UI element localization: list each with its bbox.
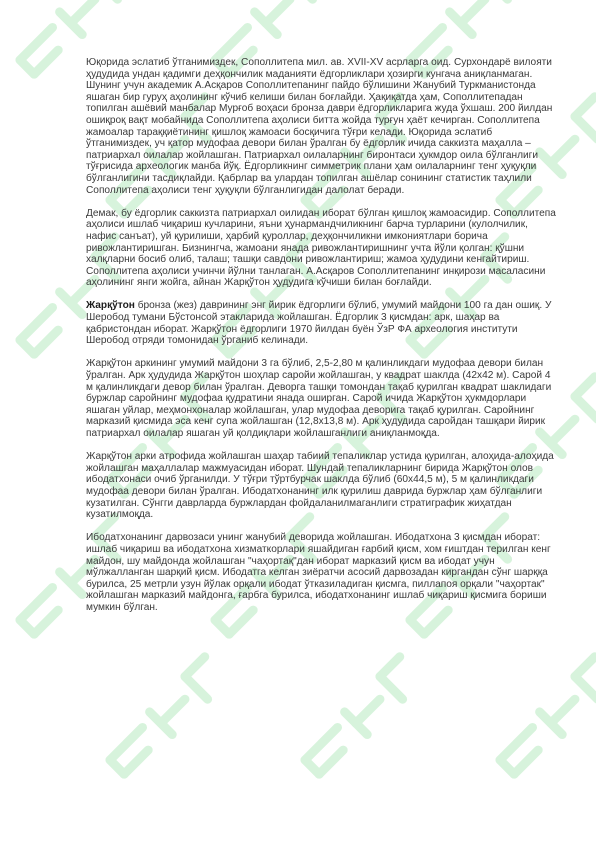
watermark-mark [301, 657, 423, 779]
paragraph-citadel [86, 358, 556, 439]
paragraph-city-temple [86, 451, 556, 521]
watermark-mark [496, 657, 596, 779]
watermark-mark [106, 657, 228, 779]
paragraph-jarkutan-intro [86, 300, 556, 346]
paragraph-sopollitepa-origin [86, 57, 556, 196]
paragraph-temple-gate [86, 532, 556, 613]
paragraph-body: Юқорида эслатиб ўтганимиздек, Сополлитепа мил. ав. XVII-XV асрларга оид. Сурхондарё вилояти ҳудудида ундан қадимги деҳқончилик маданияти ёдгорликлари ҳозирги кунгача аниқланмаган. Шунинг учун академик А.Асқаров Сополлитепанинг пайдо бўлишини Жанубий Туркманистонда яшаган бир гуруҳ аҳолининг кўчиб келиши билан боғлайди. Ҳақиқатда ҳам, Сополлитепадан топилган ашёвий манбалар Мурғоб воҳаси бронза даври ёдгорликларига жуда ўхшаш. 200 йилдан ошиқроқ вақт мобайнида Сополлитепа аҳолиси битта жойда турғун ҳаёт кечирган. Сополлитепа жамоалар тараққиётининг қишлоқ жамоаси босқичига тўғри келади. Юқорида эслатиб ўтганимиздек, уч қатор мудофаа девори билан ўралган бу ёдгорлик ичида саккизта маҳалла – патриархал оилалар жойлашган. Патриархал оилаларнинг биронтаси ҳукмдор оила бўлганлиги тўғрисида археологик манба йўқ. Ёдгорликнинг симметрик плани ҳам оилаларнинг тенг ҳуқуқли бўлганлигини тасдиқлайди. Қабрлар ва улардан топилган ашёлар сонининг статистик таҳлили Сополлитепа аҳолиси тенг ҳуқуқли бўлганлигидан далолат беради. [86, 57, 553, 196]
paragraph-village-community [86, 208, 556, 289]
paragraph-body: Жарқўтон аркининг умумий майдони 3 га бўлиб, 2,5-2,80 м қалинликдаги мудофаа девори билан ўралган. Арк ҳудудида Жарқўтон шоҳлар саройи жойлашган, у квадрат шаклда (42х42 м). Сарой 4 м қалинликдаги девор билан ўралган. Деворга ташқи томондан тақаб қурилган квадрат шаклидаги буржлар саройнинг мудофаа қудратини янада оширган. Сарой ичида Жарқўтон ҳукмдорлари яшаган уйлар, меҳмонхоналар жойлашган, улар мудофаа деворига тақаб қурилган. Саройнинг марказий қисмида эса кенг супа жойлашган (12,8х13,8 м). Арк ҳудудида саройдан ташқари йирик патриархал оилалар яшаган уй қолдиқлари жойлашганлиги аниқланмоқда. [86, 358, 552, 439]
paragraph-body: Жарқўтон арки атрофида жойлашган шаҳар табиий тепаликлар устида қурилган, алоҳида-алоҳида жойлашган маҳаллалар мажмуасидан иборат. Шундай тепаликларнинг бирида Жарқўтон олов ибодатхонаси очиб ўрганилди. У тўғри тўртбурчак шаклда бўлиб (60х44,5 м), 5 м қалинликдаги мудофаа девори билан ўралган. Ибодатхонанинг илк қурилиш даврида буржлар ҳам бўлганлиги кузатилган. Сўнгги даврларда буржлардан фойдаланилмаганлиги стратиграфик жиҳатдан кузатилмоқда. [86, 451, 554, 521]
paragraph-lead-jarkutan: Жарқўтон [86, 300, 135, 312]
paragraph-body: Ибодатхонанинг дарвозаси унинг жанубий деворида жойлашган. Ибодатхона 3 қисмдан иборат: ишлаб чиқариш ва ибодатхона хизматкорлари яшайдиган ғарбий қисм, хом ғиштдан терилган кенг майдон, шу майдонда жойлашган "чаҳортақ"дан иборат марказий қисм ва ибодат учун мўлжалланган шарқий қисм. Ибодатга келган зиёратчи асосий дарвозадан киргандан сўнг шарққа бурилса, 25 метрли узун йўлак орқали ибодат ўтказиладиган қисмга, пиллапоя орқали "чаҳортак" жойлашган марказий майдонга, ғарбга бурилса, ибодатхонанинг ишлаб чиқариш қисмига бориши мумкин бўлган. [86, 532, 551, 613]
paragraph-body: Демак, бу ёдгорлик саккизта патриархал оилидан иборат бўлган қишлоқ жамоасидир. Сополлитепа аҳолиси ишлаб чиқариш кучларини, яъни ҳунармандчиликнинг барча турларини (кулолчилик, нафис санъат), уй қурилиши, ҳарбий қуроллар, деҳқончиликни имкониятлари борича ривожлантиришган. Бизнингча, жамоани янада ривожлантиришнинг учта йўли қолган: қўшни халқларни босиб олиб, талаш; ташқи савдони ривожлантириш; жамоа ҳудудини кенгайтириш. Сополлитепа аҳолиси учинчи йўлни танлаган. А.Асқаров Сополлитепанинг инқирози масаласини аҳолининг янги жойга, айнан Жарқўтон ҳудудига кўчиши билан боғлайди. [86, 207, 556, 289]
paragraph-body: бронза (жез) даврининг энг йирик ёдгорлиги бўлиб, умумий майдони 100 га дан ошиқ. У Шеробод тумани Бўстонсой этакларида жойлашган. Ёдгорлик 3 қисмдан: арк, шаҳар ва қабристондан иборат. Жарқўтон ёдгорлиги 1970 йилдан буён ЎзР ФА археология институти Шеробод отряди томонидан ўрганиб келинади. [86, 300, 552, 347]
document-text [86, 57, 556, 625]
